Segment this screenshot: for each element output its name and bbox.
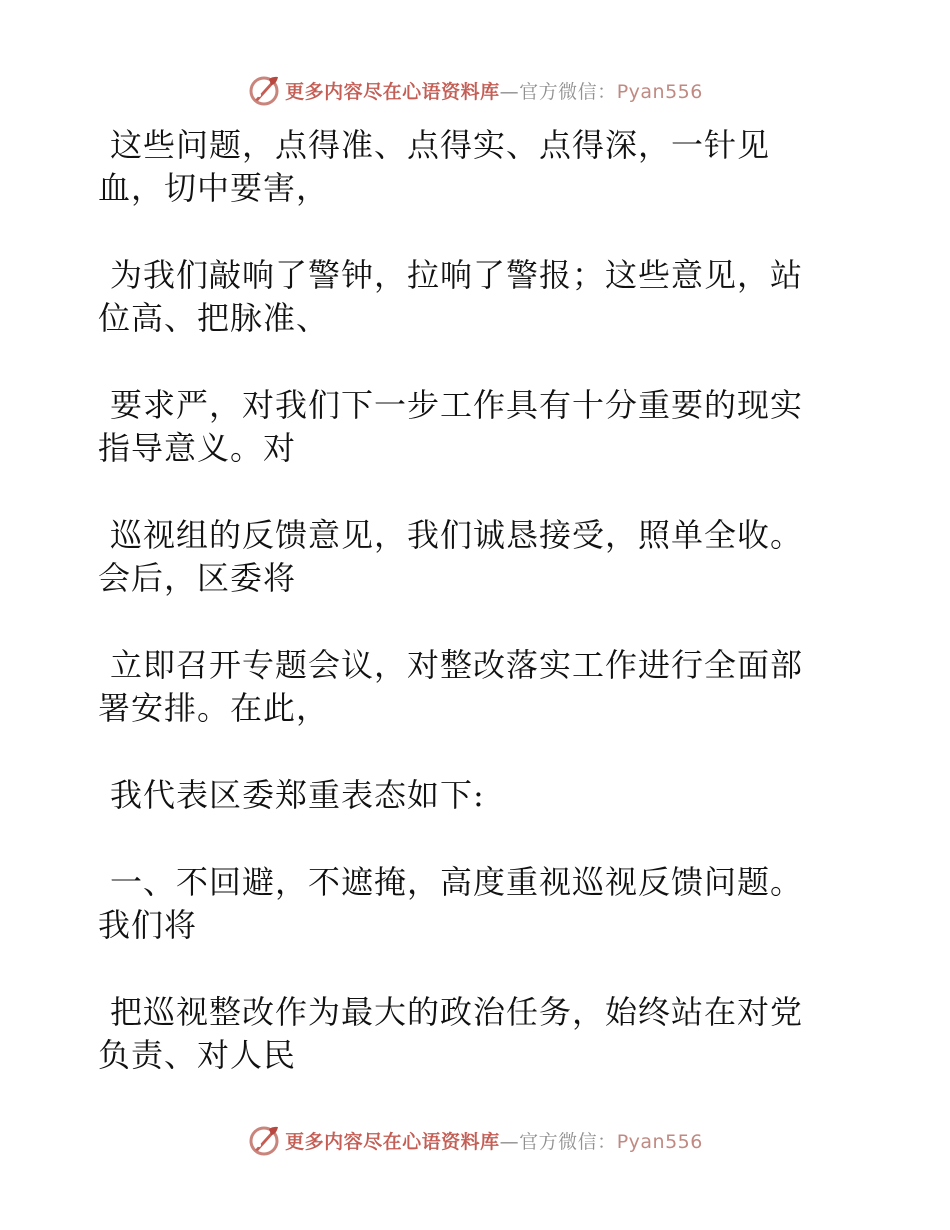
banner-wechat-label: 官方微信： [519, 1130, 617, 1153]
paragraph [98, 644, 858, 730]
document-body [98, 124, 858, 1121]
paragraph-line: 我代表区委郑重表态如下: [110, 776, 485, 814]
banner-wechat-id: Pyan556 [616, 80, 703, 103]
banner-wechat-label: 官方微信： [519, 80, 617, 103]
paragraph [98, 124, 858, 210]
paragraph-line: 这些问题，点得准、点得实、点得深，一针见 [110, 126, 771, 164]
banner-text [285, 1127, 703, 1154]
paragraph-line: 要求严，对我们下一步工作具有十分重要的现实 [110, 386, 804, 424]
paragraph-line: 把巡视整改作为最大的政治任务，始终站在对党 [110, 993, 804, 1031]
paragraph [98, 991, 858, 1077]
banner-wechat-id: Pyan556 [616, 1130, 703, 1153]
banner-text [285, 77, 703, 104]
footer-banner [0, 1120, 950, 1160]
paragraph-line: 巡视组的反馈意见，我们诚恳接受，照单全收。 [110, 516, 804, 554]
quill-pen-circle-icon [247, 73, 281, 107]
quill-pen-circle-icon [247, 1123, 281, 1157]
paragraph-line: 一、不回避，不遮掩，高度重视巡视反馈问题。 [110, 863, 804, 901]
banner-site-name: 更多内容尽在心语资料库 [285, 80, 500, 103]
paragraph [98, 774, 858, 817]
paragraph [98, 254, 858, 340]
paragraph-line: 署安排。在此， [98, 689, 330, 727]
paragraph-line: 血，切中要害， [98, 169, 330, 207]
banner-site-name: 更多内容尽在心语资料库 [285, 1130, 500, 1153]
paragraph-line: 位高、把脉准、 [98, 299, 330, 337]
banner-separator: — [499, 1130, 520, 1153]
paragraph-line: 我们将 [98, 906, 198, 944]
paragraph-line: 立即召开专题会议，对整改落实工作进行全面部 [110, 646, 804, 684]
paragraph [98, 861, 858, 947]
paragraph [98, 384, 858, 470]
header-banner [0, 70, 950, 110]
paragraph-line: 负责、对人民 [98, 1036, 297, 1074]
paragraph-line: 会后，区委将 [98, 559, 297, 597]
banner-separator: — [499, 80, 520, 103]
paragraph-line: 为我们敲响了警钟，拉响了警报；这些意见，站 [110, 256, 804, 294]
paragraph-line: 指导意义。对 [98, 429, 297, 467]
paragraph [98, 514, 858, 600]
